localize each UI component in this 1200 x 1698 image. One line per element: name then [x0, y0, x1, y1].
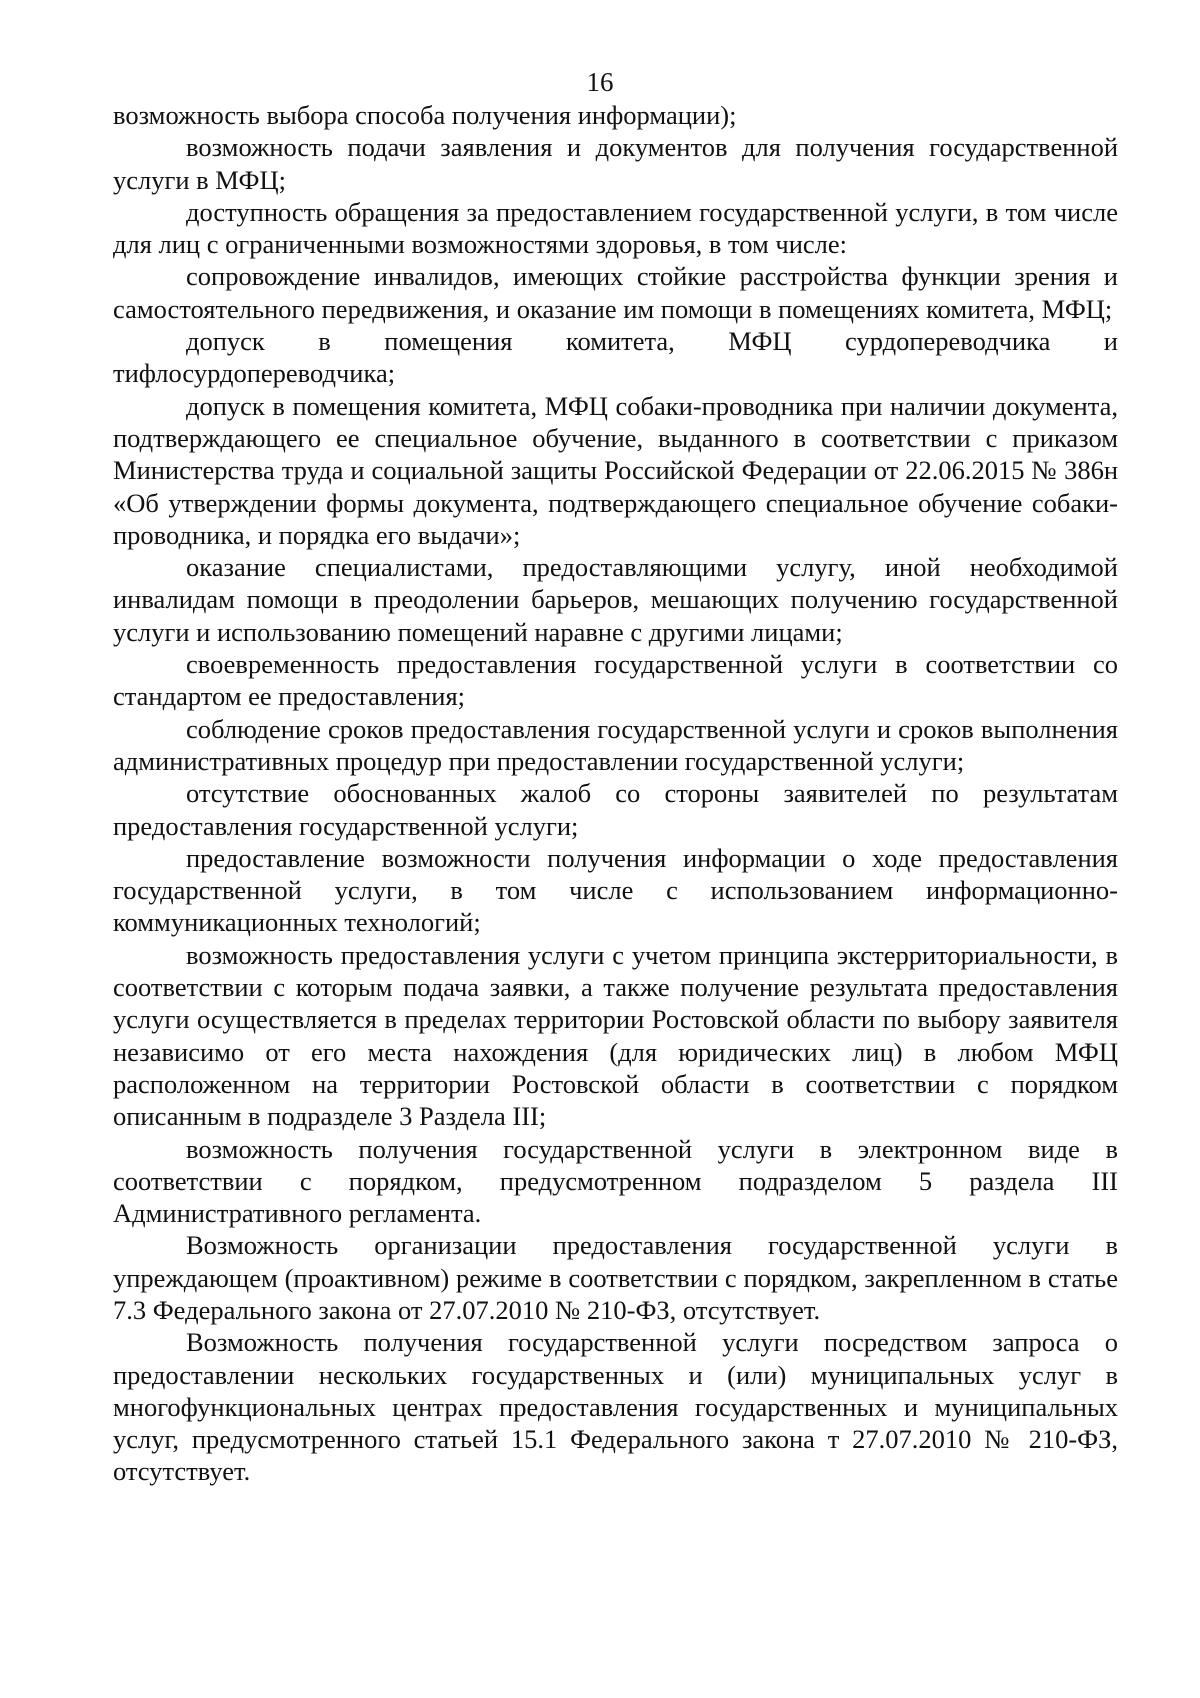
paragraph-1: возможность выбора способа получения информации); [113, 100, 737, 130]
paragraph-2: возможность подачи заявления и документов для получения государственной услуги в МФЦ; [113, 132, 1118, 195]
paragraph-4: сопровождение инвалидов, имеющих стойкие расстройства функции зрения и самостоятельного передвижения, и оказание им помощи в помещениях комитета, МФЦ; [113, 261, 1118, 324]
paragraph-9: соблюдение сроков предоставления государственной услуги и сроков выполнения административных процедур при предоставлении государственной услуги; [113, 713, 1118, 776]
paragraph-10: отсутствие обоснованных жалоб со стороны заявителей по результатам предоставления государственной услуги; [113, 778, 1118, 841]
paragraph-3: доступность обращения за предоставлением государственной услуги, в том числе для лиц с ограниченными возможностями здоровья, в том числе: [113, 196, 1118, 260]
page-number: 16 [586, 67, 614, 97]
paragraph-5: допуск в помещения комитета, МФЦ сурдопереводчика и тифлосурдопереводчика; [113, 326, 1118, 389]
paragraph-7: оказание специалистами, предоставляющими услугу, иной необходимой инвалидам помощи в преодолении барьеров, мешающих получению государственной услуги и использованию помещений наравне с другими лицами; [113, 552, 1118, 647]
paragraph-12: возможность предоставления услуги с учетом принципа экстерриториальности, в соответствии с которым подача заявки, а также получение результата предоставления услуги осуществляется в пределах территории Ростовской области по выбору заявителя независимо от его места нахождения (для юридических лиц) в любом МФЦ расположенном на территории Ростовской области в соответствии с порядком описанным в подразделе 3 Раздела III; [113, 939, 1118, 1132]
paragraph-8: своевременность предоставления государственной услуги в соответствии со стандартом ее предоставления; [113, 649, 1118, 712]
document-body [113, 99, 1118, 1488]
paragraph-11: предоставление возможности получения информации о ходе предоставления государственной услуги, в том числе с использованием информационно-коммуникационных технологий; [113, 842, 1118, 938]
paragraph-14: Возможность организации предоставления государственной услуги в упреждающем (проактивном) режиме в соответствии с порядком, закрепленном в статье 7.3 Федерального закона от 27.07.2010 № 210-ФЗ, отсутствует. [113, 1230, 1118, 1325]
paragraph-13: возможность получения государственной услуги в электронном виде в соответствии с порядком, предусмотренном подразделом 5 раздела III Административного регламента. [113, 1133, 1118, 1229]
paragraph-15: Возможность получения государственной услуги посредством запроса о предоставлении нескольких государственных и (или) муниципальных услуг в многофункциональных центрах предоставления государственных и муниципальных услуг, предусмотренного статьей 15.1 Федерального закона т 27.07.2010 № 210-ФЗ, отсутствует. [113, 1327, 1118, 1487]
paragraph-6: допуск в помещения комитета, МФЦ собаки-проводника при наличии документа, подтверждающего ее специальное обучение, выданного в соответствии с приказом Министерства труда и социальной защиты Российской Федерации от 22.06.2015 № 386н «Об утверждении формы документа, подтверждающего специальное обучение собаки-проводника, и порядка его выдачи»; [113, 390, 1118, 550]
